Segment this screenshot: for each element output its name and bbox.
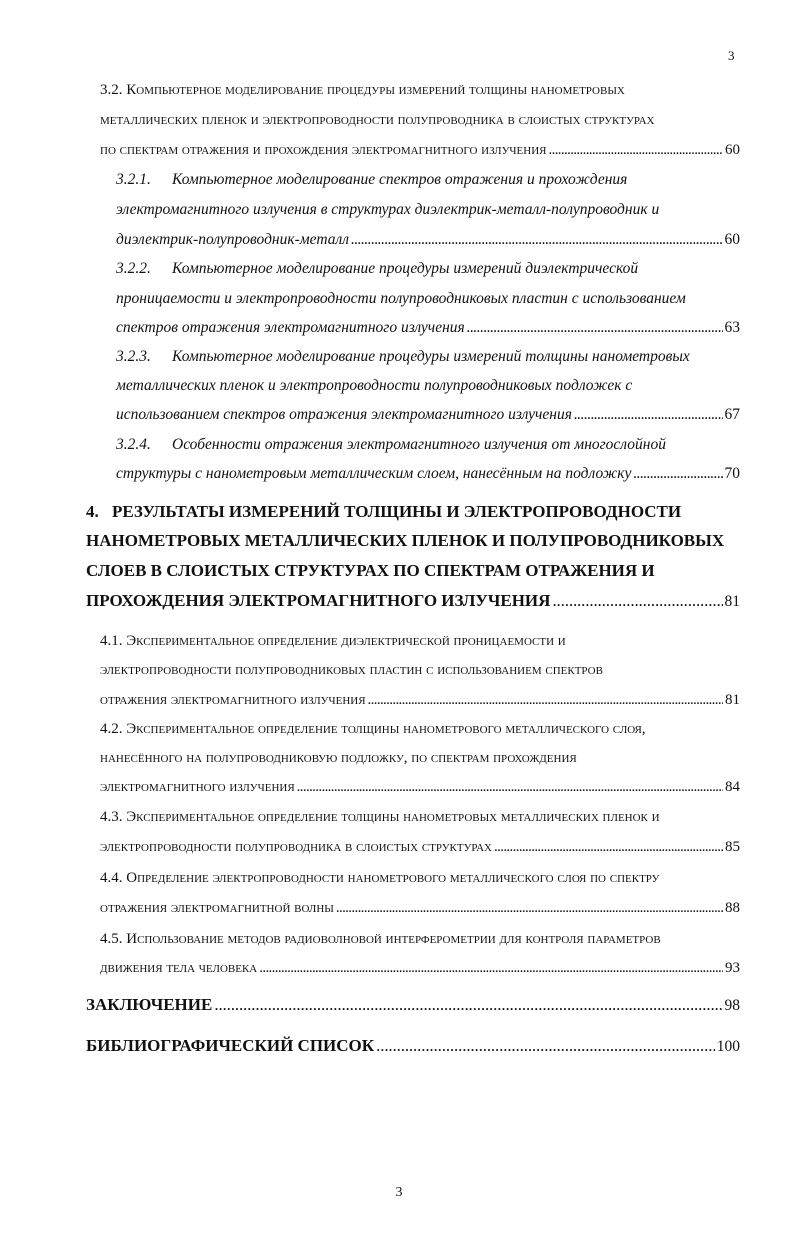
toc-entry-3-2-4-line1 [116,435,666,455]
leader-dots [297,777,723,797]
toc-entry-3-2-3-line1 [116,347,690,367]
toc-entry-number: 3.2.4. [116,436,151,453]
toc-entry-text: БИБЛИОГРАФИЧЕСКИЙ СПИСОК [86,1036,375,1055]
toc-entry-text: электропроводности полупроводника в слоистых структурах [100,839,493,855]
toc-entry-3-2-3-line3[interactable] [116,405,740,425]
page-number-top: 3 [728,48,735,63]
leader-dots [336,898,723,918]
toc-chapter-4-line4[interactable] [86,591,740,612]
toc-entry-4-2-line1 [100,719,646,739]
toc-page-number: 85 [725,839,740,855]
toc-chapter-4-line1 [86,502,681,522]
toc-entry-4-2-line2: нанесённого на полупроводниковую подложку, по спектрам прохождения [100,750,577,766]
toc-entry-text: Определение электропроводности нанометрового металлического слоя по спектру [126,870,660,886]
toc-entry-4-5-line1 [100,929,661,949]
toc-entry-text: Компьютерное моделирование процедуры измерений диэлектрической [172,260,639,277]
toc-entry-4-5-line2[interactable] [100,958,740,978]
toc-entry-text: отражения электромагнитного излучения [100,692,366,708]
leader-dots [549,140,724,160]
toc-entry-text: Экспериментальное определение толщины нанометровых металлических пленок и [126,809,660,825]
toc-page-number: 81 [725,692,740,708]
leader-dots [552,591,722,611]
leader-dots [574,405,723,425]
toc-entry-number: 4.2. [100,721,123,737]
toc-entry-3-2-1-line1 [116,170,627,190]
leader-dots [467,318,723,338]
leader-dots [351,230,723,250]
toc-entry-text: использованием спектров отражения электромагнитного излучения [116,406,572,423]
toc-entry-text: структуры с нанометровым металлическим слоем, нанесённым на подложку [116,465,632,482]
toc-entry-text: диэлектрик-полупроводник-металл [116,231,349,248]
toc-entry-text: Компьютерное моделирование спектров отражения и прохождения [172,171,628,188]
toc-entry-text: Использование методов радиоволновой интерферометрии для контроля параметров [126,931,661,947]
toc-entry-3-2-line3[interactable] [100,140,740,160]
toc-entry-number: 4.1. [100,633,123,649]
toc-entry-4-3-line2[interactable] [100,837,740,857]
toc-entry-text: Экспериментальное определение толщины нанометрового металлического слоя, [126,721,646,737]
toc-entry-3-2-2-line3[interactable] [116,318,740,338]
toc-entry-text: движения тела человека [100,960,258,976]
toc-page-number: 98 [724,997,740,1014]
toc-entry-4-1-line2: электропроводности полупроводниковых пластин с использованием спектров [100,662,603,678]
toc-entry-3-2-line2: металлических пленок и электропроводности полупроводника в слоистых структурах [100,112,655,128]
toc-entry-3-2-1-line3[interactable] [116,230,740,250]
toc-entry-number: 4.5. [100,931,123,947]
leader-dots [259,958,723,978]
toc-entry-text: ЗАКЛЮЧЕНИЕ [86,995,213,1014]
leader-dots [494,837,723,857]
toc-entry-4-2-line3[interactable] [100,777,740,797]
toc-page-number: 60 [724,231,740,248]
toc-entry-text: Экспериментальное определение диэлектрической проницаемости и [126,633,566,649]
toc-entry-number: 3.2. [100,82,123,98]
toc-entry-text: по спектрам отражения и прохождения электромагнитного излучения [100,142,547,158]
toc-entry-3-2-4-line2[interactable] [116,464,740,484]
toc-conclusion[interactable] [86,995,740,1016]
toc-entry-number: 4.3. [100,809,123,825]
toc-entry-text: отражения электромагнитной волны [100,900,334,916]
leader-dots [368,690,723,710]
toc-page-number: 67 [724,406,740,423]
toc-page-number: 93 [725,960,740,976]
toc-page-number: 81 [724,593,740,610]
leader-dots [633,464,722,484]
toc-bibliography[interactable] [86,1036,740,1057]
toc-entry-text: ПРОХОЖДЕНИЯ ЭЛЕКТРОМАГНИТНОГО ИЗЛУЧЕНИЯ [86,591,551,610]
page-number-bottom: 3 [395,1185,403,1200]
toc-entry-number: 4. [86,502,99,521]
toc-entry-3-2-line1 [100,80,625,100]
toc-entry-3-2-1-line2: электромагнитного излучения в структурах диэлектрик-металл-полупроводник и [116,201,660,218]
leader-dots [214,995,722,1015]
toc-entry-4-4-line2[interactable] [100,898,740,918]
toc-entry-3-2-2-line1 [116,259,638,279]
toc-entry-text: электромагнитного излучения [100,779,295,795]
toc-entry-text: спектров отражения электромагнитного излучения [116,319,465,336]
toc-entry-number: 3.2.3. [116,348,151,365]
toc-entry-number: 3.2.2. [116,260,151,277]
toc-entry-text: Компьютерное моделирование процедуры измерений толщины нанометровых [172,348,690,365]
toc-entry-3-2-3-line2: металлических пленок и электропроводности полупроводниковых подложек с [116,377,633,394]
toc-entry-text: Компьютерное моделирование процедуры измерений толщины нанометровых [126,82,625,98]
toc-page-number: 70 [724,465,740,482]
toc-chapter-4-line3: СЛОЕВ В СЛОИСТЫХ СТРУКТУРАХ ПО СПЕКТРАМ ОТРАЖЕНИЯ И [86,561,655,580]
leader-dots [376,1036,715,1056]
toc-entry-4-1-line3[interactable] [100,690,740,710]
toc-entry-4-3-line1 [100,807,660,827]
toc-page-number: 60 [725,142,740,158]
toc-entry-text: Особенности отражения электромагнитного излучения от многослойной [172,436,666,453]
toc-entry-4-4-line1 [100,868,659,888]
toc-entry-4-1-line1 [100,631,566,651]
toc-entry-3-2-2-line2: проницаемости и электропроводности полупроводниковых пластин с использованием [116,290,686,307]
toc-chapter-4-line2: НАНОМЕТРОВЫХ МЕТАЛЛИЧЕСКИХ ПЛЕНОК И ПОЛУПРОВОДНИКОВЫХ [86,531,725,550]
toc-page-number: 84 [725,779,740,795]
toc-page-number: 63 [724,319,740,336]
toc-entry-number: 4.4. [100,870,123,886]
toc-page-number: 88 [725,900,740,916]
toc-page-number: 100 [716,1038,740,1055]
toc-entry-text: РЕЗУЛЬТАТЫ ИЗМЕРЕНИЙ ТОЛЩИНЫ И ЭЛЕКТРОПРОВОДНОСТИ [112,502,682,521]
toc-entry-number: 3.2.1. [116,171,151,188]
